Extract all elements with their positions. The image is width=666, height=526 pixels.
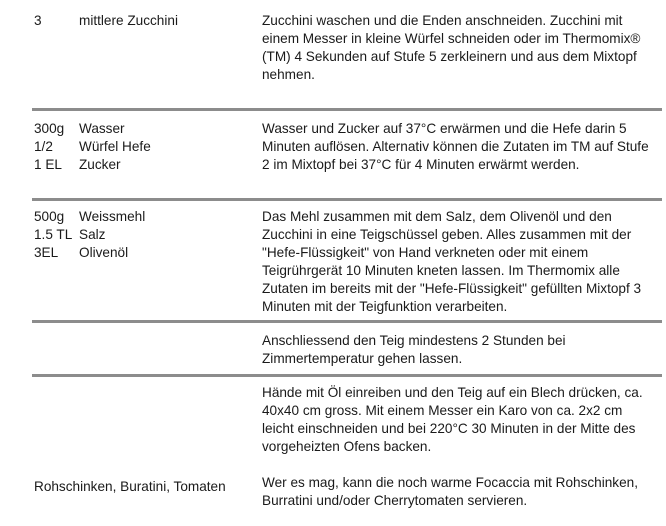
ingredient-name: Würfel Hefe bbox=[79, 139, 151, 154]
step-instructions bbox=[262, 120, 652, 174]
ingredient-name: Wasser bbox=[79, 121, 125, 136]
ingredient-item bbox=[34, 244, 254, 262]
ingredient-item bbox=[34, 156, 254, 174]
ingredient-item bbox=[34, 12, 254, 30]
step-instructions bbox=[262, 208, 652, 316]
ingredient-item bbox=[34, 226, 254, 244]
instruction-paragraph: Wasser und Zucker auf 37°C erwärmen und die Hefe darin 5 Minuten auflösen. Alternativ können die Zutaten im TM auf Stufe 2 im Mixtopf bei 37°C für 4 Minuten erwärmt werden. bbox=[262, 121, 649, 172]
instruction-paragraph: Anschliessend den Teig mindestens 2 Stunden bei Zimmertemperatur gehen lassen. bbox=[262, 333, 566, 366]
ingredient-list bbox=[34, 208, 254, 262]
row-divider bbox=[32, 320, 662, 323]
step-instructions bbox=[262, 332, 652, 368]
ingredient-quantity: 1/2 bbox=[34, 139, 53, 154]
ingredient-quantity: 300g bbox=[34, 121, 65, 136]
ingredient-item bbox=[34, 120, 254, 138]
ingredient-quantity: 3 bbox=[34, 13, 42, 28]
ingredient-name: Zucker bbox=[79, 157, 121, 172]
instruction-paragraph: Hände mit Öl einreiben und den Teig auf ein Blech drücken, ca. 40x40 cm gross. Mit einem Messer ein Karo von ca. 2x2 cm leicht einschneiden und bei 220°C 30 Minuten in der Mitte des vorgeheizten Ofens backen. bbox=[262, 385, 643, 454]
ingredient-quantity: 500g bbox=[34, 209, 65, 224]
step-instructions bbox=[262, 384, 652, 510]
ingredient-name: mittlere Zucchini bbox=[79, 13, 178, 28]
instruction-paragraph: Zucchini waschen und die Enden anschneiden. Zucchini mit einem Messer in kleine Würfel schneiden oder im Thermomix® (TM) 4 Sekunden auf Stufe 5 zerkleinern und aus dem Mixtopf nehmen. bbox=[262, 13, 641, 82]
ingredient-list bbox=[34, 120, 254, 174]
step-instructions bbox=[262, 12, 652, 84]
serving-ingredients: Rohschinken, Buratini, Tomaten bbox=[34, 479, 226, 494]
ingredient-name: Salz bbox=[79, 227, 106, 242]
serving-suggestion: Wer es mag, kann die noch warme Focaccia mit Rohschinken, Burratini und/oder Cherrytomaten servieren. bbox=[262, 475, 639, 508]
ingredient-name: Weissmehl bbox=[79, 209, 146, 224]
ingredient-name: Olivenöl bbox=[79, 245, 129, 260]
instruction-paragraph: Das Mehl zusammen mit dem Salz, dem Olivenöl und den Zucchini in eine Teigschüssel geben. Alles zusammen mit der "Hefe-Flüssigkeit" von Hand verkneten oder mit einem Teigrührgerät 10 Minuten kneten lassen. Im Thermomix alle Zutaten im bereits mit der "Hefe-Flüssigkeit" gefüllten Mixtopf 3 Minuten mit der Teigfunktion verarbeiten. bbox=[262, 209, 642, 314]
row-divider bbox=[32, 108, 662, 111]
ingredient-item bbox=[34, 208, 254, 226]
ingredient-quantity: 1 EL bbox=[34, 157, 62, 172]
ingredient-item bbox=[34, 138, 254, 156]
ingredient-quantity: 3EL bbox=[34, 245, 59, 260]
ingredient-quantity: 1.5 TL bbox=[34, 227, 73, 242]
row-divider bbox=[32, 198, 662, 201]
ingredient-list bbox=[34, 12, 254, 30]
row-divider bbox=[32, 374, 662, 377]
